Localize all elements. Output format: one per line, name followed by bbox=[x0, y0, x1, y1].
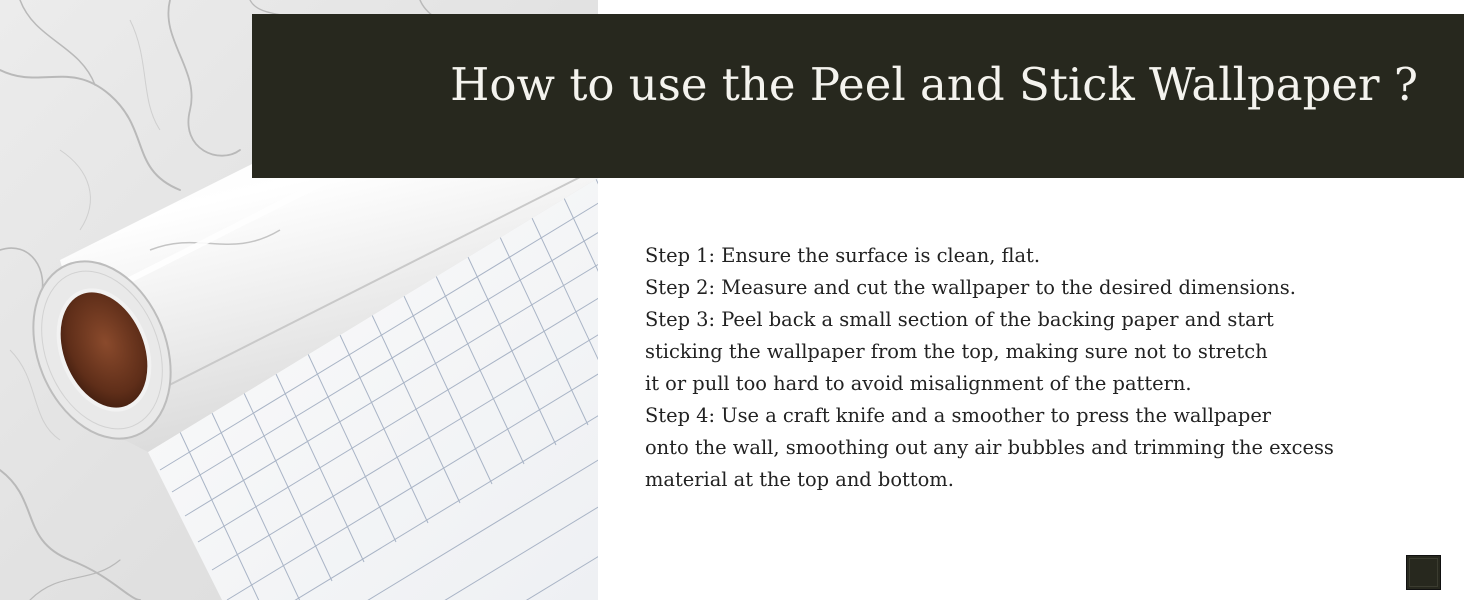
title-banner bbox=[252, 14, 1464, 178]
instruction-line: Step 2: Measure and cut the wallpaper to the desired dimensions. bbox=[645, 276, 1296, 299]
corner-square-decoration bbox=[1406, 555, 1441, 590]
instruction-line: Step 4: Use a craft knife and a smoother to press the wallpaper bbox=[645, 404, 1272, 427]
instruction-line: it or pull too hard to avoid misalignment of the pattern. bbox=[645, 372, 1192, 395]
instructions-text bbox=[645, 240, 1455, 496]
instruction-line: Step 3: Peel back a small section of the backing paper and start bbox=[645, 308, 1274, 331]
instruction-line: material at the top and bottom. bbox=[645, 468, 954, 491]
instruction-line: Step 1: Ensure the surface is clean, flat. bbox=[645, 244, 1041, 267]
page-title: How to use the Peel and Stick Wallpaper ? bbox=[450, 58, 1418, 111]
instruction-line: onto the wall, smoothing out any air bubbles and trimming the excess bbox=[645, 436, 1334, 459]
instruction-line: sticking the wallpaper from the top, making sure not to stretch bbox=[645, 340, 1268, 363]
